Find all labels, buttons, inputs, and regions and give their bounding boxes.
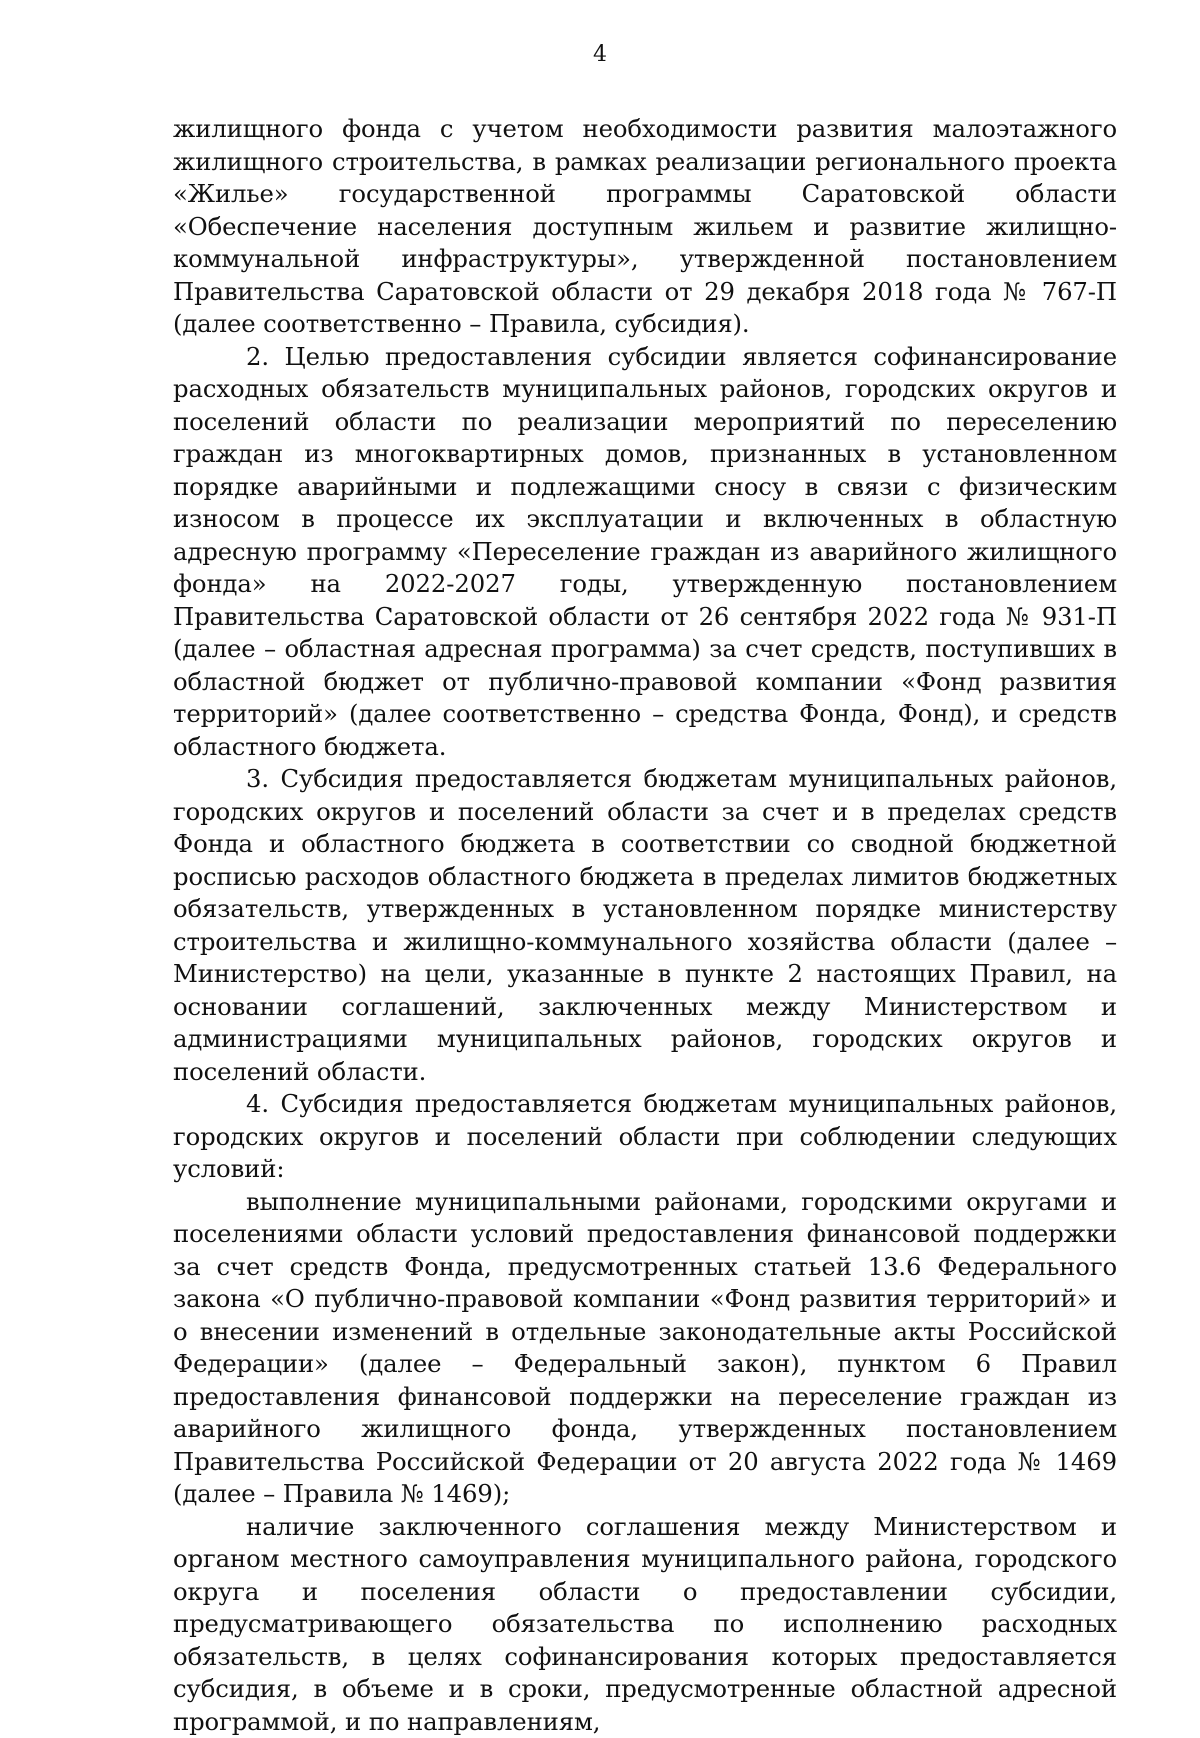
page-number: 4	[0, 42, 1200, 68]
condition-1: выполнение муниципальными районами, городскими округами и поселениями области условий предоставления финансовой поддержки за счет средств Фонда, предусмотренных статьей 13.6 Федерального закона «О публично-правовой компании «Фонд развития территорий» и о внесении изменений в отдельные законодательные акты Российской Федерации» (далее – Федеральный закон), пунктом 6 Правил предоставления финансовой поддержки на переселение граждан из аварийного жилищного фонда, утвержденных постановлением Правительства Российской Федерации от 20 августа 2022 года № 1469 (далее – Правила № 1469);	[173, 1186, 1117, 1511]
document-body	[173, 113, 1117, 1738]
paragraph-continuation: жилищного фонда с учетом необходимости развития малоэтажного жилищного строительства, в рамках реализации регионального проекта «Жилье» государственной программы Саратовской области «Обеспечение населения доступным жильем и развитие жилищно-коммунальной инфраструктуры», утвержденной постановлением Правительства Саратовской области от 29 декабря 2018 года № 767-П (далее соответственно – Правила, субсидия).	[173, 113, 1117, 341]
paragraph-2: 2. Целью предоставления субсидии является софинансирование расходных обязательств муниципальных районов, городских округов и поселений области по реализации мероприятий по переселению граждан из многоквартирных домов, признанных в установленном порядке аварийными и подлежащими сносу в связи с физическим износом в процессе их эксплуатации и включенных в областную адресную программу «Переселение граждан из аварийного жилищного фонда» на 2022-2027 годы, утвержденную постановлением Правительства Саратовской области от 26 сентября 2022 года № 931-П (далее – областная адресная программа) за счет средств, поступивших в областной бюджет от публично-правовой компании «Фонд развития территорий» (далее соответственно – средства Фонда, Фонд), и средств областного бюджета.	[173, 341, 1117, 764]
paragraph-3: 3. Субсидия предоставляется бюджетам муниципальных районов, городских округов и поселений области за счет и в пределах средств Фонда и областного бюджета в соответствии со сводной бюджетной росписью расходов областного бюджета в пределах лимитов бюджетных обязательств, утвержденных в установленном порядке министерству строительства и жилищно-коммунального хозяйства области (далее – Министерство) на цели, указанные в пункте 2 настоящих Правил, на основании соглашений, заключенных между Министерством и администрациями муниципальных районов, городских округов и поселений области.	[173, 763, 1117, 1088]
condition-2: наличие заключенного соглашения между Министерством и органом местного самоуправления муниципального района, городского округа и поселения области о предоставлении субсидии, предусматривающего обязательства по исполнению расходных обязательств, в целях софинансирования которых предоставляется субсидия, в объеме и в сроки, предусмотренные областной адресной программой, и по направлениям,	[173, 1511, 1117, 1738]
paragraph-4: 4. Субсидия предоставляется бюджетам муниципальных районов, городских округов и поселений области при соблюдении следующих условий:	[173, 1088, 1117, 1186]
